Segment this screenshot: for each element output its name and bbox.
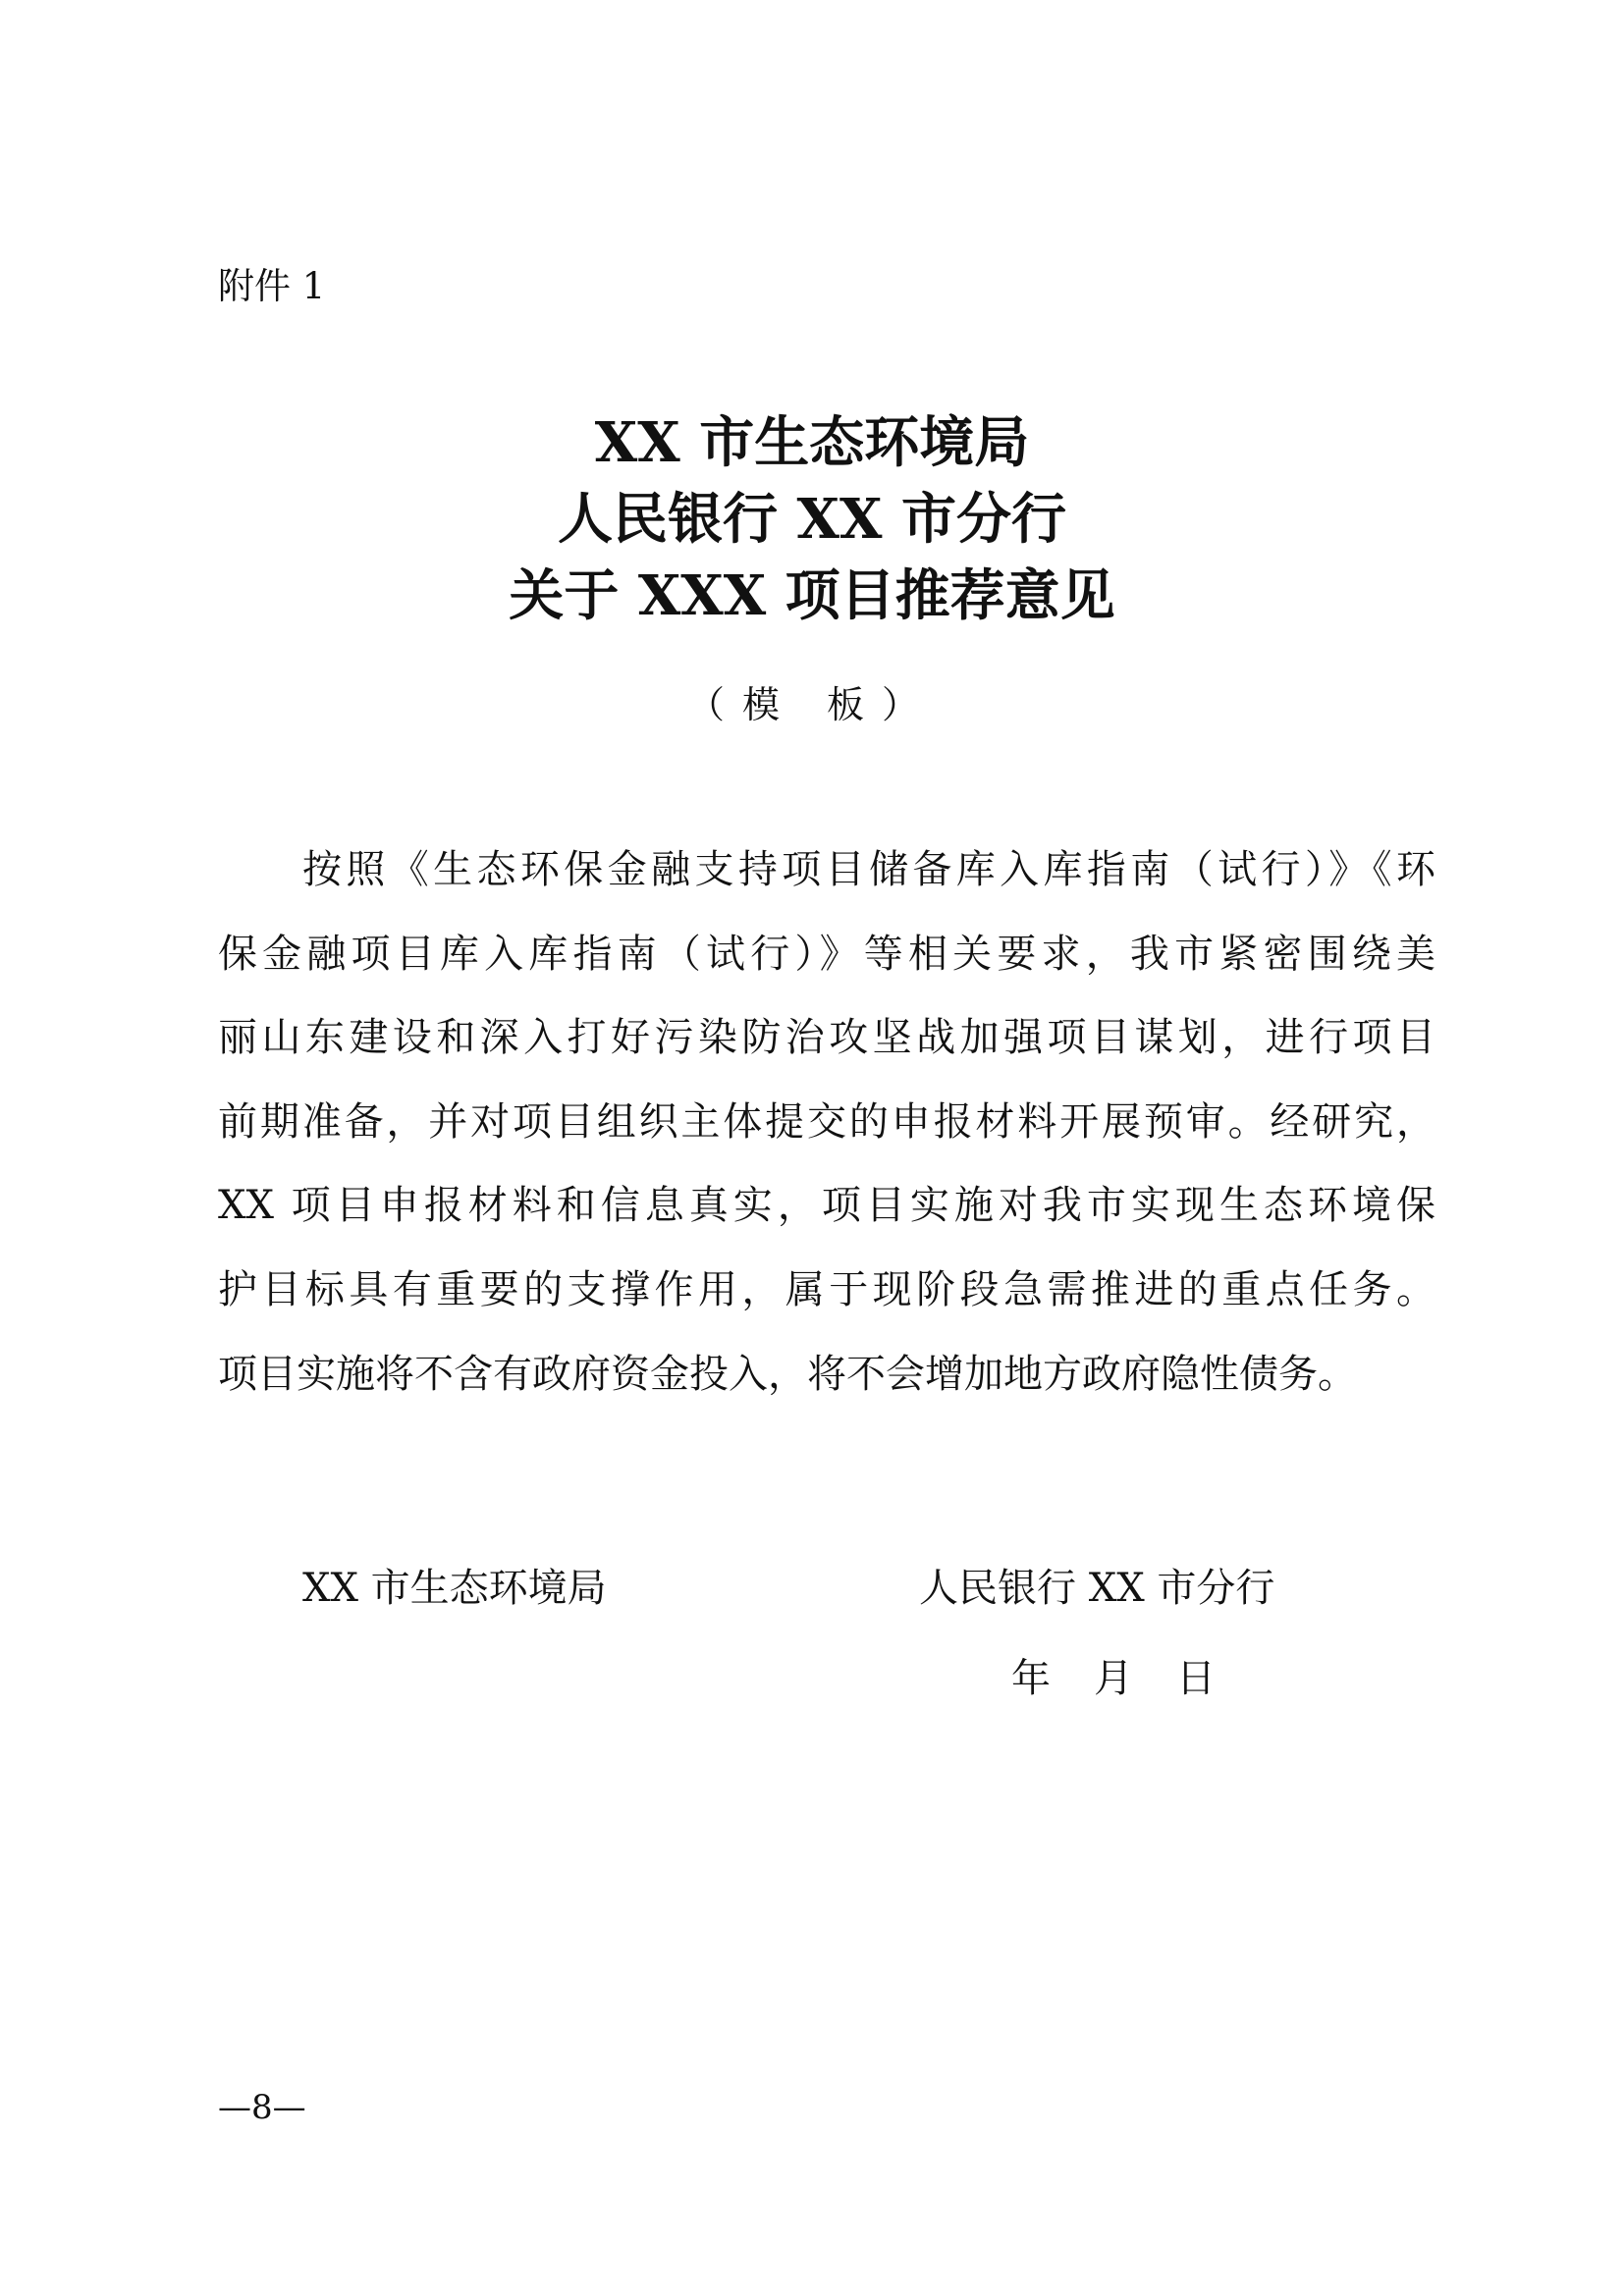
signature-bank-branch: 人民银行 XX 市分行 <box>919 1566 1275 1611</box>
attachment-label <box>218 257 325 316</box>
template-subtitle: （模 板） <box>686 683 938 726</box>
title-line-3: 关于 XXX 项目推荐意见 <box>509 563 1115 628</box>
date-year: 年 <box>1011 1656 1051 1701</box>
page-number: —8— <box>218 2088 306 2127</box>
signature-date <box>1011 1649 1216 1708</box>
date-day: 日 <box>1176 1656 1216 1701</box>
attachment-number: 1 <box>301 265 326 307</box>
body-line-4: 前期准备，并对项目组织主体提交的申报材料开展预审。经研究， <box>218 1098 1435 1145</box>
document-title <box>0 404 1624 634</box>
attachment-label-text: 附件 <box>218 265 291 307</box>
title-line-1: XX 市生态环境局 <box>594 410 1030 475</box>
body-line-3: 丽山东建设和深入打好污染防治攻坚战加强项目谋划，进行项目 <box>218 1015 1435 1061</box>
title-line-2: 人民银行 XX 市分行 <box>558 487 1066 552</box>
body-paragraph <box>218 840 1435 1428</box>
body-line-6: 护目标具有重要的支撑作用，属于现阶段急需推进的重点任务。 <box>218 1266 1435 1312</box>
body-line-2: 保金融项目库入库指南（试行）》等相关要求，我市紧密围绕美 <box>218 931 1435 977</box>
body-line-7: 项目实施将不含有政府资金投入，将不会增加地方政府隐性债务。 <box>218 1351 1357 1397</box>
body-line-5: XX 项目申报材料和信息真实，项目实施对我市实现生态环境保 <box>218 1183 1435 1229</box>
body-line-1: 按照《生态环保金融支持项目储备库入库指南（试行）》《环 <box>302 847 1435 892</box>
date-month: 月 <box>1094 1656 1133 1701</box>
signature-environment-bureau: XX 市生态环境局 <box>302 1566 607 1611</box>
